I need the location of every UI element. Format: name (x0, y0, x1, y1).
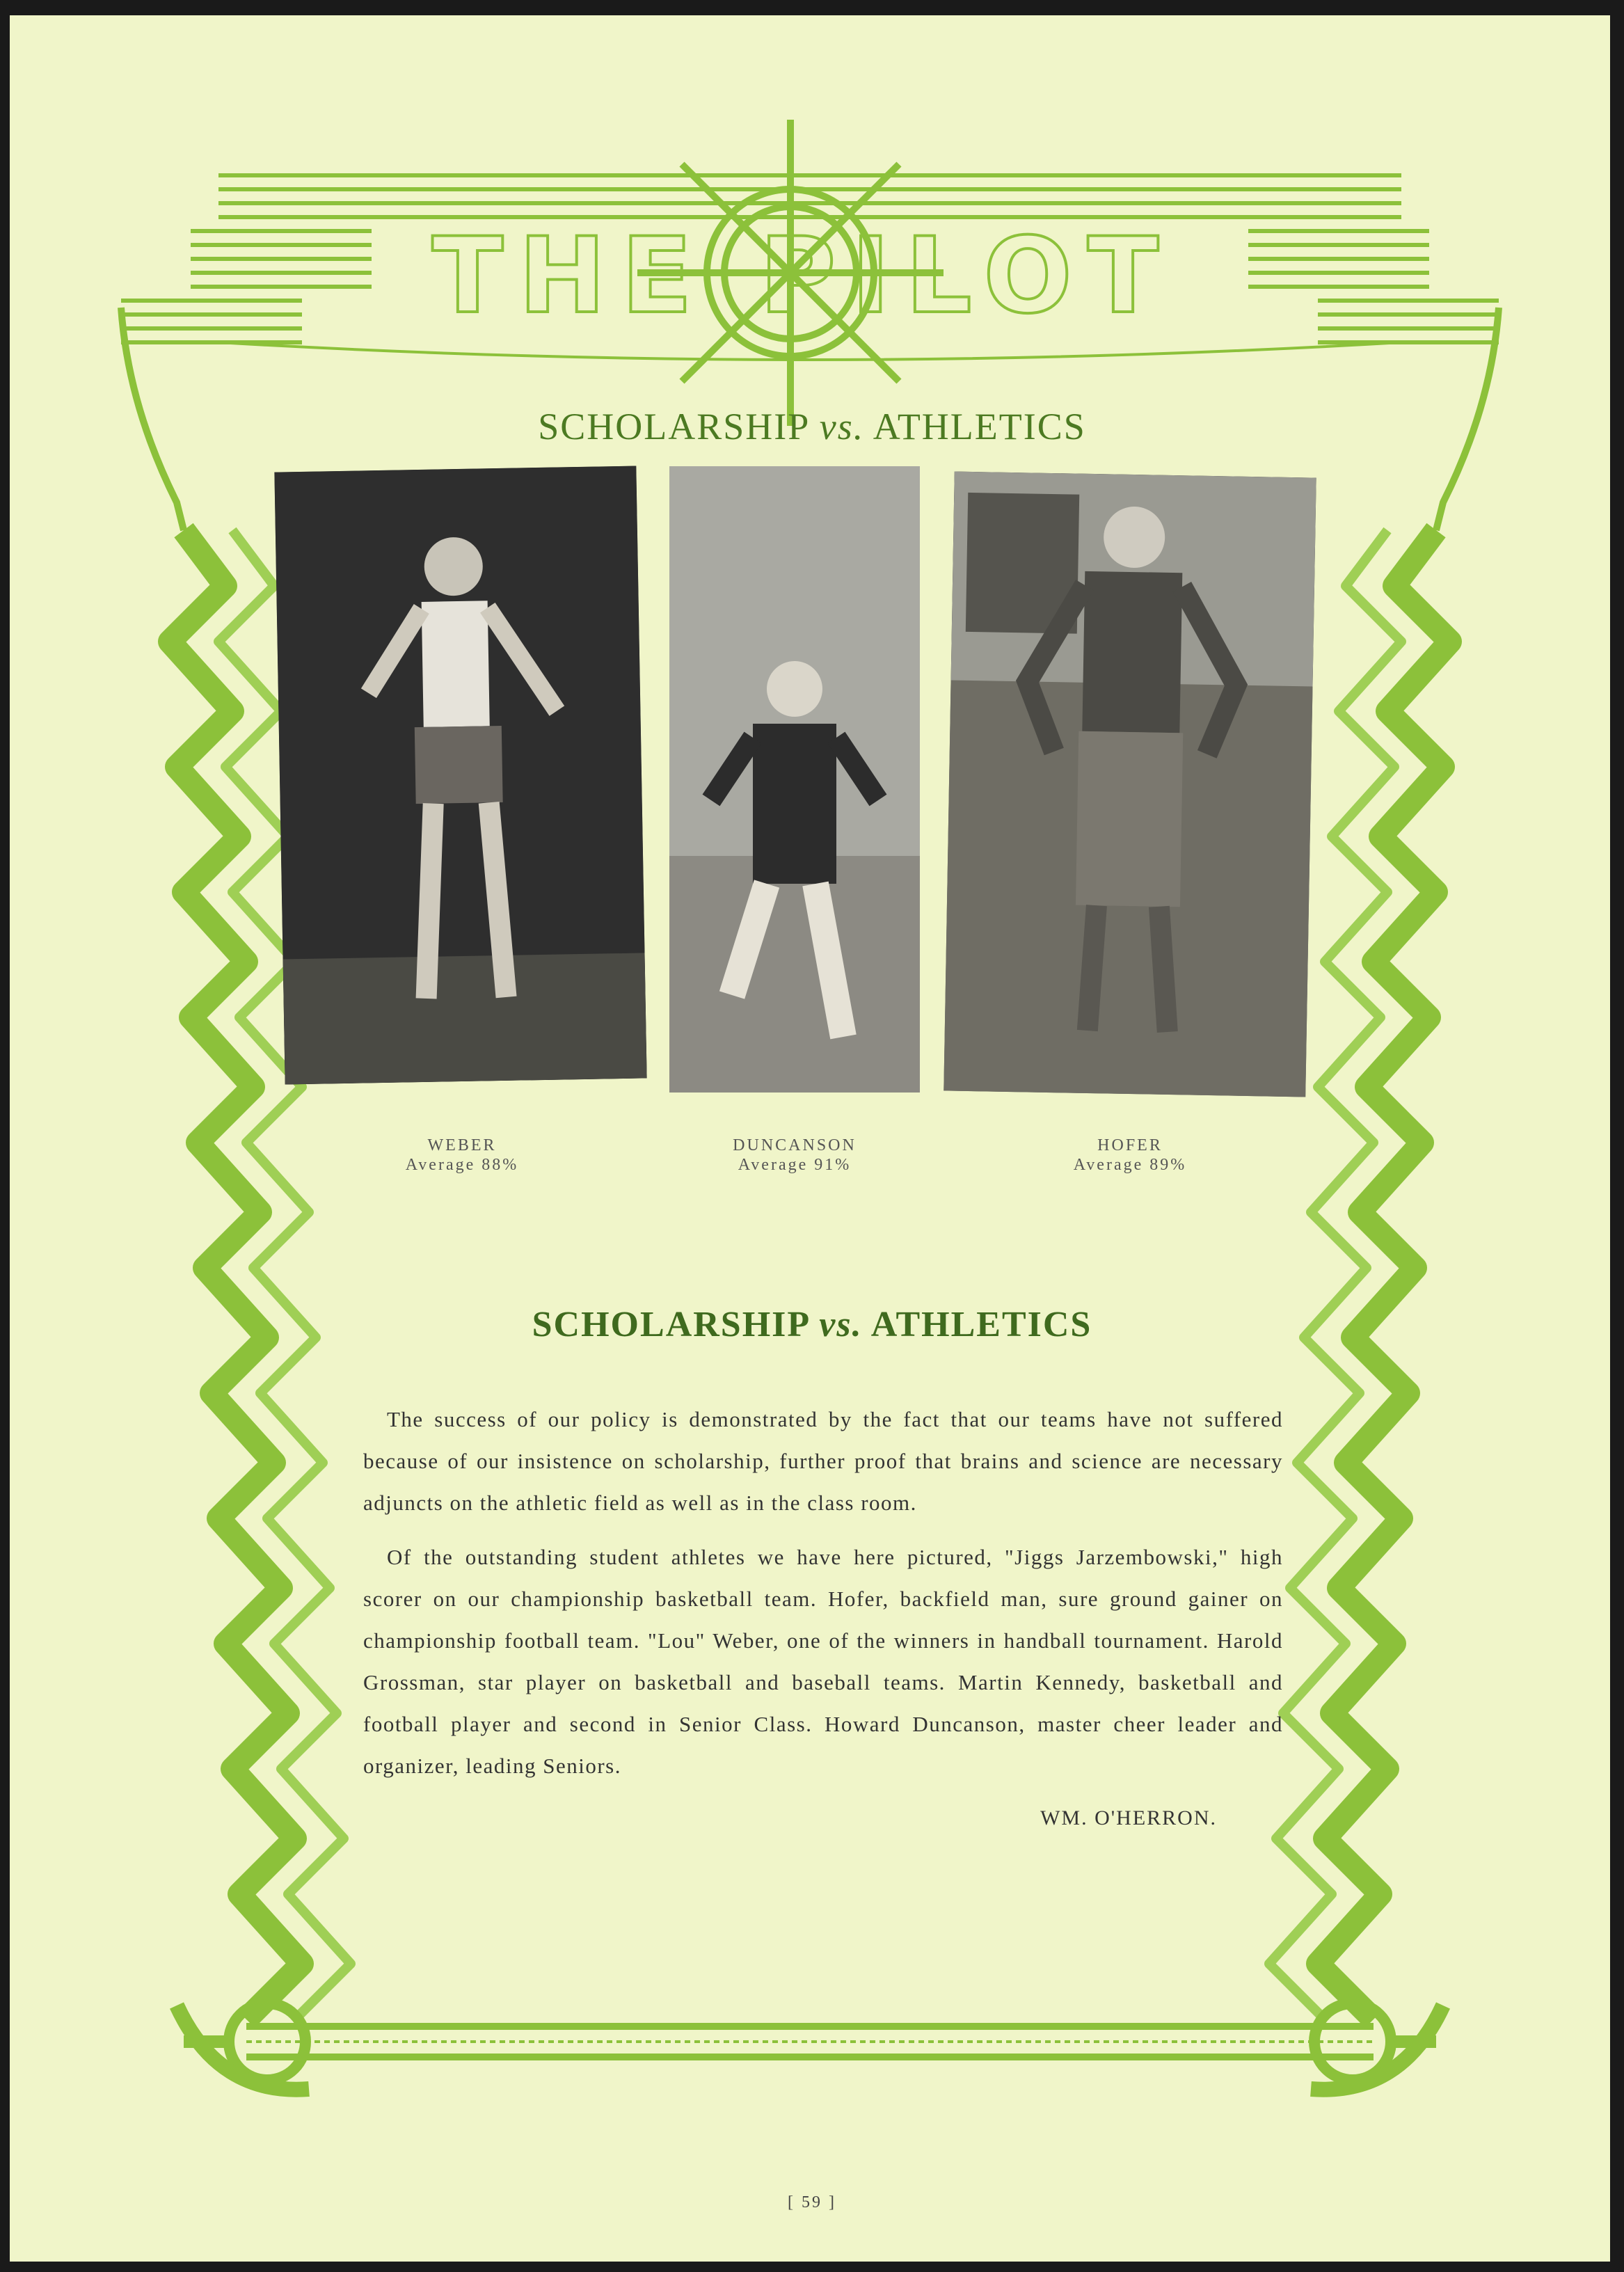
heading-part-1: SCHOLARSHIP (538, 406, 820, 447)
heading-vs: vs. (819, 1305, 863, 1344)
boxer-figure-image (274, 466, 646, 1085)
page-number: [ 59 ] (788, 2193, 836, 2211)
cheerleader-figure-image (669, 466, 920, 1093)
caption-name: HOFER (1097, 1136, 1163, 1154)
heading-part-2: ATHLETICS (864, 406, 1086, 447)
caption-duncanson (655, 1136, 934, 1175)
article-signature: WM. O'HERRON. (1040, 1806, 1217, 1829)
caption-name: WEBER (427, 1136, 497, 1154)
caption-average: Average 89% (1073, 1156, 1187, 1174)
masthead-title: THE PILOT (431, 216, 1175, 337)
article-body (363, 1399, 1283, 1800)
yearbook-page (10, 15, 1610, 2262)
caption-hofer (991, 1136, 1269, 1175)
photo-hofer (944, 472, 1316, 1097)
caption-name: DUNCANSON (733, 1136, 857, 1154)
photo-weber (274, 466, 646, 1085)
football-player-figure-image (944, 472, 1316, 1097)
article-paragraph: The success of our policy is demonstrated by the fact that our teams have not suffered because of our insistence on scholarship, further proof that brains and science are necessary adjuncts on the athletic field as well as in the class room. (363, 1407, 1283, 1515)
photo-section-heading (0, 405, 1624, 448)
caption-average: Average 91% (738, 1156, 852, 1174)
article-paragraph: Of the outstanding student athletes we have here pictured, "Jiggs Jarzembowski," high scorer on our championship basketball team. Hofer, backfield man, sure ground gainer on championship football team. "Lou" Weber, one of the winners in handball tournament. Harold Grossman, star player on basketball and baseball teams. Martin Kennedy, basketball and football player and second in Senior Class. Howard Duncanson, master cheer leader and organizer, leading Seniors. (363, 1545, 1283, 1778)
caption-average: Average 88% (405, 1156, 519, 1174)
heading-vs: vs. (819, 406, 865, 447)
article-heading (0, 1304, 1624, 1345)
photo-duncanson (669, 466, 920, 1093)
heading-part-2: ATHLETICS (862, 1305, 1092, 1344)
caption-weber (323, 1136, 601, 1175)
heading-part-1: SCHOLARSHIP (532, 1305, 820, 1344)
